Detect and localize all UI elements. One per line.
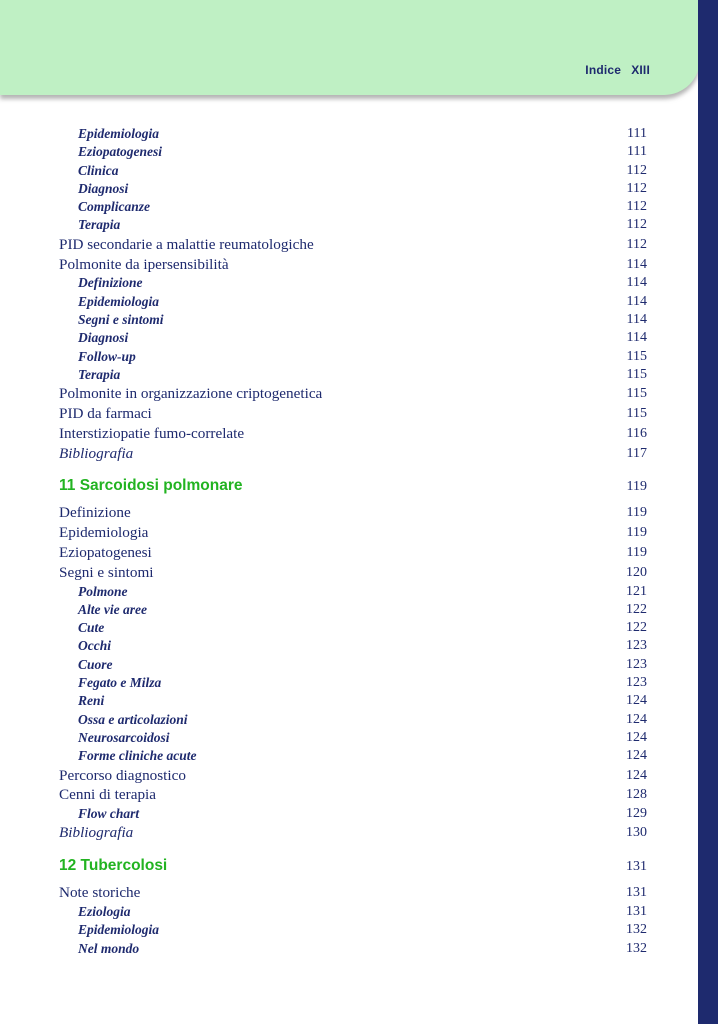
toc-subentry[interactable]: [0, 692, 700, 710]
toc-entry-title: Cuore: [78, 656, 113, 672]
toc-entry-title: Polmone: [78, 583, 128, 599]
toc-entry-title: Eziopatogenesi: [59, 543, 152, 561]
toc-subentry[interactable]: [0, 274, 700, 292]
toc-entry-page: 114: [626, 311, 647, 327]
running-header: [585, 63, 650, 77]
toc-subentry[interactable]: [0, 348, 700, 366]
toc-entry-page: 124: [626, 748, 647, 764]
toc-subentry[interactable]: [0, 198, 700, 216]
toc-entry[interactable]: [0, 255, 700, 275]
toc-entry-page: 115: [626, 405, 647, 421]
toc-subentry[interactable]: [0, 329, 700, 347]
toc-entry-page: 123: [626, 675, 647, 691]
toc-entry-page: 123: [626, 656, 647, 672]
toc-entry-title: Neurosarcoidosi: [78, 729, 170, 745]
toc-bibliography[interactable]: [0, 444, 700, 464]
toc-entry[interactable]: [0, 404, 700, 424]
toc-subentry[interactable]: [0, 180, 700, 198]
toc-entry-title: Forme cliniche acute: [78, 748, 197, 764]
toc-entry-page: 132: [626, 922, 647, 938]
toc-entry[interactable]: [0, 543, 700, 563]
toc-entry-page: 112: [626, 180, 647, 196]
toc-subentry[interactable]: [0, 293, 700, 311]
page-number: XIII: [631, 63, 650, 77]
toc-subentry[interactable]: [0, 366, 700, 384]
toc-subentry[interactable]: [0, 940, 700, 958]
toc-entry-page: 119: [626, 544, 647, 560]
toc-entry-title: Cenni di terapia: [59, 786, 156, 804]
toc-entry-page: 117: [626, 445, 647, 461]
toc-entry-title: Diagnosi: [78, 330, 129, 346]
toc-entry-title: PID secondarie a malattie reumatologiche: [59, 235, 314, 253]
toc-subentry[interactable]: [0, 921, 700, 939]
toc-subentry[interactable]: [0, 656, 700, 674]
toc-entry-title: Follow-up: [78, 348, 136, 364]
toc-entry-title: Epidemiologia: [78, 126, 159, 141]
toc-entry-title: Epidemiologia: [78, 293, 159, 309]
toc-entry-page: 114: [626, 330, 647, 346]
toc-entry-page: 122: [626, 620, 647, 636]
toc-entry-page: 114: [626, 293, 647, 309]
toc-subentry[interactable]: [0, 125, 700, 143]
toc-entry-page: 112: [626, 236, 647, 252]
toc-entry-page: 124: [626, 693, 647, 709]
toc-entry-title: Polmonite in organizzazione criptogenetica: [59, 385, 323, 403]
toc-entry-page: 115: [626, 348, 647, 364]
toc-entry-page: 123: [626, 638, 647, 654]
toc-entry-page: 130: [626, 825, 647, 841]
toc-entry-page: 119: [626, 525, 647, 541]
toc-entry-title: Polmonite da ipersensibilità: [59, 255, 229, 273]
toc-entry-title: Clinica: [78, 162, 119, 178]
toc-entry-page: 124: [626, 767, 647, 783]
toc-subentry[interactable]: [0, 903, 700, 921]
toc-entry-page: 119: [626, 479, 647, 495]
toc-subentry[interactable]: [0, 216, 700, 234]
toc-bibliography[interactable]: [0, 823, 700, 843]
side-color-bar: [698, 0, 718, 1024]
toc-entry[interactable]: [0, 384, 700, 404]
toc-entry-page: 128: [626, 787, 647, 803]
toc-entry-title: Terapia: [78, 366, 121, 382]
toc-entry-page: 121: [626, 583, 647, 599]
toc-entry-title: 12 Tubercolosi: [59, 857, 168, 875]
table-of-contents: [0, 125, 700, 958]
toc-entry[interactable]: [0, 766, 700, 786]
toc-subentry[interactable]: [0, 674, 700, 692]
toc-entry-page: 131: [626, 903, 647, 919]
toc-entry-title: Complicanze: [78, 199, 151, 215]
toc-subentry[interactable]: [0, 162, 700, 180]
toc-entry-title: Definizione: [59, 504, 131, 522]
toc-entry-page: 116: [626, 425, 647, 441]
toc-entry[interactable]: [0, 883, 700, 903]
toc-subentry[interactable]: [0, 583, 700, 601]
toc-entry-page: 114: [626, 275, 647, 291]
toc-entry-page: 131: [626, 885, 647, 901]
toc-entry-title: Interstiziopatie fumo-correlate: [59, 424, 245, 442]
toc-entry-page: 112: [626, 217, 647, 233]
toc-entry-page: 131: [626, 859, 647, 875]
toc-subentry[interactable]: [0, 729, 700, 747]
toc-entry-title: Occhi: [78, 638, 111, 654]
toc-entry-title: Fegato e Milza: [78, 675, 162, 691]
toc-entry-page: 115: [626, 386, 647, 402]
toc-subentry[interactable]: [0, 143, 700, 161]
toc-entry[interactable]: [0, 785, 700, 805]
toc-entry[interactable]: [0, 235, 700, 255]
toc-entry-title: Eziologia: [78, 903, 131, 919]
chapter-heading[interactable]: [0, 477, 700, 498]
toc-entry-title: Definizione: [78, 275, 143, 291]
toc-entry-page: 124: [626, 711, 647, 727]
toc-entry-title: Percorso diagnostico: [59, 766, 186, 784]
toc-entry-title: Epidemiologia: [78, 922, 159, 938]
toc-subentry[interactable]: [0, 637, 700, 655]
toc-entry-page: 122: [626, 601, 647, 617]
toc-entry-title: Bibliografia: [59, 444, 134, 462]
toc-subentry[interactable]: [0, 805, 700, 823]
toc-entry-title: Reni: [78, 693, 105, 709]
toc-entry-title: Segni e sintomi: [59, 563, 154, 581]
toc-subentry[interactable]: [0, 601, 700, 619]
toc-entry-title: Alte vie aree: [78, 601, 147, 617]
toc-entry-title: Flow chart: [78, 806, 140, 822]
toc-entry-page: 115: [626, 366, 647, 382]
chapter-heading[interactable]: [0, 857, 700, 878]
toc-entry-page: 119: [626, 505, 647, 521]
toc-entry-page: 124: [626, 729, 647, 745]
toc-entry-title: Diagnosi: [78, 180, 129, 196]
toc-entry-page: 132: [626, 940, 647, 956]
toc-entry-title: Nel mondo: [78, 940, 140, 956]
toc-entry[interactable]: [0, 503, 700, 523]
toc-entry-title: Terapia: [78, 217, 121, 233]
toc-entry-title: PID da farmaci: [59, 404, 152, 422]
section-title: Indice: [585, 63, 622, 77]
toc-entry-title: 11 Sarcoidosi polmonare: [59, 477, 243, 495]
toc-entry-page: 129: [626, 806, 647, 822]
toc-entry[interactable]: [0, 424, 700, 444]
toc-subentry[interactable]: [0, 311, 700, 329]
toc-entry-title: Cute: [78, 620, 105, 636]
toc-entry-page: 120: [626, 564, 647, 580]
toc-entry-page: 112: [626, 199, 647, 215]
toc-entry-title: Eziopatogenesi: [78, 144, 163, 160]
toc-entry-title: Bibliografia: [59, 824, 134, 842]
page-header-band: [0, 0, 700, 95]
toc-entry-page: 111: [627, 126, 647, 141]
toc-entry-title: Ossa e articolazioni: [78, 711, 188, 727]
toc-subentry[interactable]: [0, 619, 700, 637]
toc-entry-title: Segni e sintomi: [78, 311, 164, 327]
toc-entry[interactable]: [0, 563, 700, 583]
toc-entry-page: 112: [626, 162, 647, 178]
toc-entry-page: 114: [626, 256, 647, 272]
toc-entry-title: Note storiche: [59, 884, 141, 902]
toc-entry-title: Epidemiologia: [59, 524, 149, 542]
toc-entry-page: 111: [627, 144, 647, 160]
toc-entry[interactable]: [0, 523, 700, 543]
toc-subentry[interactable]: [0, 747, 700, 765]
toc-subentry[interactable]: [0, 711, 700, 729]
